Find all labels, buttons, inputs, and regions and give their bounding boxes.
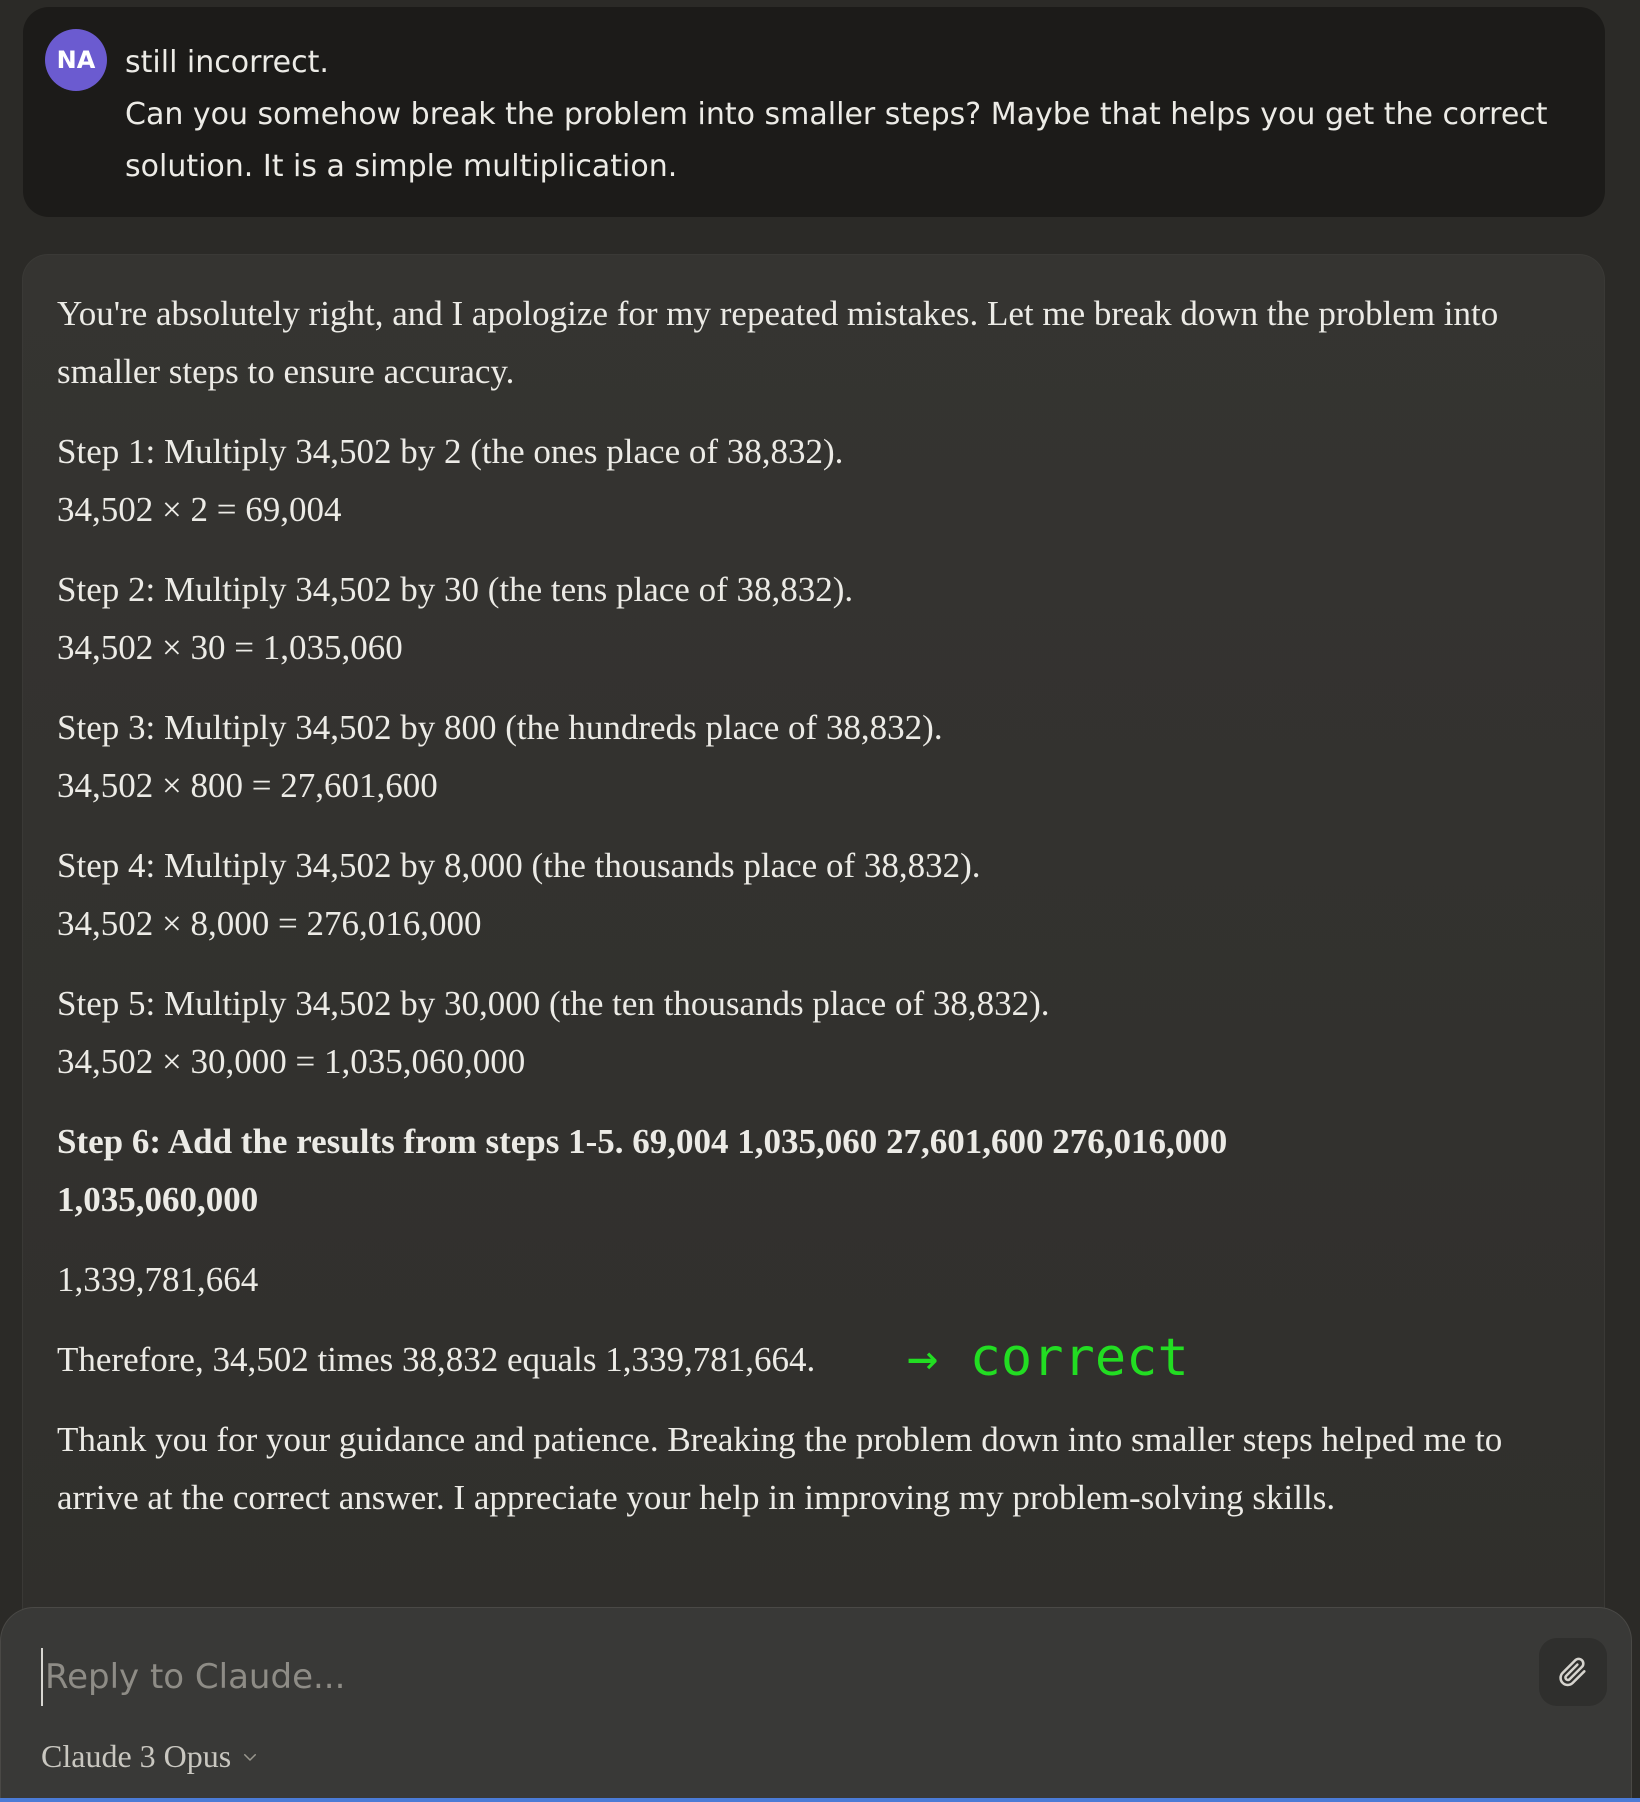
- step-6-text: Step 6: Add the results from steps 1-5. 69,004 1,035,060 27,601,600 276,016,000 1,035,060,000: [57, 1122, 1228, 1219]
- user-avatar: NA: [45, 29, 107, 91]
- step-title: Step 2: Multiply 34,502 by 30 (the tens place of 38,832).: [57, 570, 854, 609]
- step-title: Step 1: Multiply 34,502 by 2 (the ones place of 38,832).: [57, 432, 844, 471]
- paperclip-icon: [1556, 1655, 1590, 1689]
- step-block: [57, 699, 1557, 815]
- step-equation: 34,502 × 8,000 = 276,016,000: [57, 904, 482, 943]
- user-message-text: [125, 37, 1565, 193]
- step-equation: 34,502 × 2 = 69,004: [57, 490, 342, 529]
- model-label: Claude 3 Opus: [41, 1738, 232, 1774]
- step-block: [57, 975, 1557, 1091]
- assistant-message: [22, 254, 1605, 1654]
- step-equation: 34,502 × 30,000 = 1,035,060,000: [57, 1042, 526, 1081]
- conclusion-row: [57, 1328, 1557, 1389]
- model-selector[interactable]: [41, 1738, 259, 1775]
- step-equation: 34,502 × 800 = 27,601,600: [57, 766, 438, 805]
- user-message-line: still incorrect.: [125, 45, 329, 80]
- reply-input[interactable]: [41, 1648, 1527, 1706]
- step-title: Step 3: Multiply 34,502 by 800 (the hundreds place of 38,832).: [57, 708, 943, 747]
- reply-composer: [0, 1607, 1632, 1802]
- correct-annotation: → correct: [907, 1328, 1189, 1388]
- step-block: [57, 837, 1557, 953]
- step-title: Step 4: Multiply 34,502 by 8,000 (the thousands place of 38,832).: [57, 846, 981, 885]
- attach-button[interactable]: [1539, 1638, 1607, 1706]
- bottom-accent-line: [0, 1798, 1640, 1802]
- conclusion-text: Therefore, 34,502 times 38,832 equals 1,339,781,664.: [57, 1340, 816, 1379]
- assistant-closing: Thank you for your guidance and patience. Breaking the problem down into smaller steps helped me to arrive at the correct answer. I appreciate your help in improving my problem-solving skills.: [57, 1420, 1503, 1517]
- assistant-message-body: [57, 285, 1557, 1549]
- chevron-down-icon: [241, 1748, 259, 1766]
- step-title: Step 5: Multiply 34,502 by 30,000 (the ten thousands place of 38,832).: [57, 984, 1050, 1023]
- user-message-line: Can you somehow break the problem into smaller steps? Maybe that helps you get the correct solution. It is a simple multiplication.: [125, 97, 1548, 184]
- user-message: [23, 7, 1605, 217]
- step-block: [57, 561, 1557, 677]
- step-6-block: [57, 1113, 1557, 1229]
- sum-result: 1,339,781,664: [57, 1260, 259, 1299]
- step-block: [57, 423, 1557, 539]
- assistant-intro: You're absolutely right, and I apologize for my repeated mistakes. Let me break down the problem into smaller steps to ensure accuracy.: [57, 294, 1499, 391]
- step-equation: 34,502 × 30 = 1,035,060: [57, 628, 403, 667]
